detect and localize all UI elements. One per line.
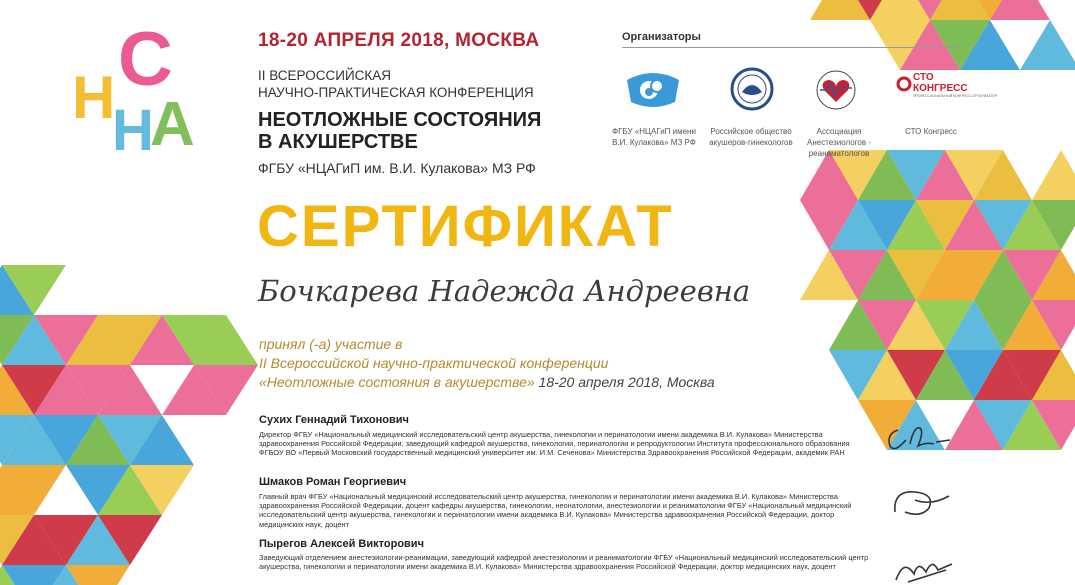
- logo-letter-a: А: [150, 90, 195, 159]
- svg-text:ПРОФЕССИОНАЛЬНЫЙ КОНГРЕСС-ОРГА: ПРОФЕССИОНАЛЬНЫЙ КОНГРЕСС-ОРГАНИЗАТОР: [913, 94, 998, 98]
- signer-name-1: Сухих Геннадий Тихонович: [259, 414, 409, 426]
- conference-title-line1: НЕОТЛОЖНЫЕ СОСТОЯНИЯ: [258, 109, 542, 131]
- host-organization: ФГБУ «НЦАГиП им. В.И. Кулакова» МЗ РФ: [258, 160, 536, 176]
- svg-text:СТО: СТО: [913, 72, 934, 83]
- conference-quote: «Неотложные состояния в акушерстве»: [259, 374, 535, 390]
- conference-logo-icon: [0, 0, 260, 170]
- certificate-heading: СЕРТИФИКАТ: [257, 194, 674, 259]
- top-triangle-mosaic: [810, 0, 1075, 70]
- organizers-divider: [622, 47, 960, 48]
- organizers-heading: Организаторы: [622, 31, 701, 43]
- ncagip-logo-icon: [623, 66, 683, 112]
- signature-1-icon: [880, 420, 960, 460]
- signer-description-3: Заведующий отделением анестезиологии-реанимации, заведующий кафедрой анестезиологии и реаниматологии ФГБУ «Национальный медицинский исследовательский центр акушерства, гинекологии и перинатологии имени академика В.И. Кулакова» Министерства здравоохранения Российской Федерации, доктор медицинских наук, доцент: [259, 553, 869, 572]
- conference-date: 18-20 АПРЕЛЯ 2018, МОСКВА: [258, 30, 540, 51]
- logo-letter-n2: Н: [112, 98, 154, 163]
- organizer-label-association: Ассоциация Анестезиологов - реаниматологов: [807, 127, 871, 158]
- logo-letter-n1: Н: [72, 64, 116, 131]
- participation-line1: принял (-а) участие в: [259, 336, 403, 352]
- organizer-label-sto: СТО Конгресс: [905, 127, 957, 136]
- left-triangle-mosaic: [0, 265, 258, 585]
- participation-line2: II Всероссийской научно-практической конференции: [259, 355, 609, 371]
- conference-subtitle-line2: НАУЧНО-ПРАКТИЧЕСКАЯ КОНФЕРЕНЦИЯ: [258, 85, 534, 100]
- signer-description-2: Главный врач ФГБУ «Национальный медицинский исследовательский центр акушерства, гинекологии и перинатологии имени академика В.И. Кулакова» Министерства здравоохранения Российской Федерации, доцент кафедры акушерства, гинекологии, неонатологии, анестезиологии и реаниматологии ФГБУ «Национальный медицинский исследовательский центр акушерства, гинекологии и перинатологии имени академика В.И. Кулакова» Министерства здравоохранения Российской Федерации, доктор медицинских наук, доцент: [259, 492, 852, 529]
- recipient-name: Бочкарева Надежда Андреевна: [258, 274, 751, 308]
- conference-dates-place: 18-20 апреля 2018, Москва: [534, 374, 715, 390]
- svg-text:КОНГРЕСС: КОНГРЕСС: [913, 83, 968, 94]
- signer-name-3: Пырегов Алексей Викторович: [259, 538, 424, 550]
- right-triangle-mosaic: [800, 150, 1075, 450]
- rog-logo-icon: [722, 66, 782, 112]
- organizer-label-ncagip: ФГБУ «НЦАГиП имени В.И. Кулакова» МЗ РФ: [612, 127, 696, 147]
- signer-description-1: Директор ФГБУ «Национальный медицинский исследовательский центр акушерства, гинекологии и перинатологии имени академика В.И. Кулакова» Министерства здравоохранения Российской Федерации, заведующий кафедрой акушерства, гинекологии, перинатологии и репродуктологии Института профессионального образования ФГБОУ ВО «Первый Московский государственный медицинский университет им. И.М. Сеченова» Министерства Здравоохранения Российской Федерации, академик РАН: [259, 430, 850, 458]
- signature-3-icon: [888, 550, 963, 585]
- participation-line3: [259, 373, 715, 392]
- organizer-label-rog: Российское общество акушеров-гинекологов: [709, 127, 793, 147]
- signer-name-2: Шмаков Роман Георгиевич: [259, 476, 407, 488]
- association-heart-logo-icon: [806, 66, 866, 112]
- sto-congress-logo-icon: [896, 66, 998, 112]
- logo-letter-c: С: [118, 17, 173, 102]
- conference-title-line2: В АКУШЕРСТВЕ: [258, 131, 418, 153]
- signature-2-icon: [885, 482, 960, 527]
- conference-subtitle-line1: II ВСЕРОССИЙСКАЯ: [258, 68, 392, 83]
